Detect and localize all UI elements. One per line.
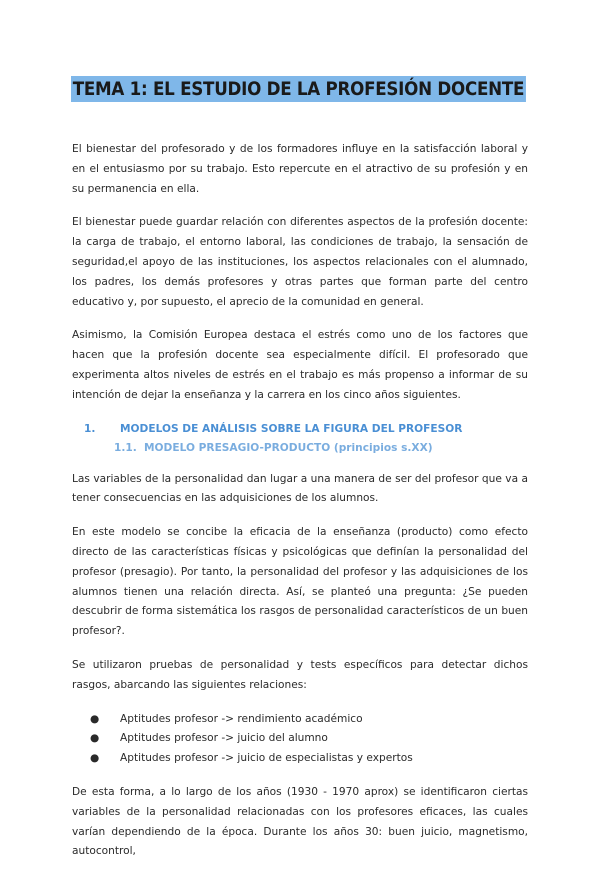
bullet-icon: ● bbox=[90, 712, 100, 725]
paragraph: Se utilizaron pruebas de personalidad y tests específicos para detectar dichos rasgos, abarcando las siguientes relaciones: bbox=[72, 658, 528, 691]
list-item bbox=[90, 749, 528, 769]
subsection-title: MODELO PRESAGIO-PRODUCTO (principios s.XX) bbox=[144, 441, 433, 454]
paragraph: Las variables de la personalidad dan lugar a una manera de ser del profesor que va a tener consecuencias en las adquisiciones de los alumnos. bbox=[72, 472, 528, 505]
list-item bbox=[90, 729, 528, 749]
section-heading-1 bbox=[72, 420, 528, 439]
bullet-icon: ● bbox=[90, 752, 100, 765]
list-item-text: Aptitudes profesor -> juicio de especialistas y expertos bbox=[120, 752, 413, 765]
list-item bbox=[90, 710, 528, 730]
paragraph: El bienestar del profesorado y de los formadores influye en la satisfacción laboral y en el entusiasmo por su trabajo. Esto repercute en el atractivo de su profesión y en su permanencia en ella. bbox=[72, 143, 528, 195]
title-wrap bbox=[71, 76, 588, 102]
section-number: 1. bbox=[84, 422, 96, 435]
section-heading-1-1 bbox=[72, 439, 528, 458]
paragraph: El bienestar puede guardar relación con diferentes aspectos de la profesión docente: la carga de trabajo, el entorno laboral, las condiciones de trabajo, la sensación de seguridad,el apoyo de las instituciones, los aspectos relacionales con el alumnado, los padres, los demás profesores y otras partes que forman parte del centro educativo y, por supuesto, el aprecio de la comunidad en general. bbox=[72, 216, 528, 308]
document-body bbox=[72, 140, 528, 876]
section-title: MODELOS DE ANÁLISIS SOBRE LA FIGURA DEL PROFESOR bbox=[120, 422, 463, 435]
bullet-list bbox=[72, 710, 528, 769]
paragraph: En este modelo se concibe la eficacia de la enseñanza (producto) como efecto directo de las características físicas y psicológicas que definían la personalidad del profesor (presagio). Por tanto, la personalidad del profesor y las adquisiciones de los alumnos tienen una relación directa. Así, se planteó una pregunta: ¿Se pueden descubrir de forma sistemática los rasgos de personalidad característicos de un buen profesor?. bbox=[72, 526, 528, 638]
list-item-text: Aptitudes profesor -> rendimiento académico bbox=[120, 712, 363, 725]
page-title: TEMA 1: EL ESTUDIO DE LA PROFESIÓN DOCENTE bbox=[72, 78, 525, 100]
list-item-text: Aptitudes profesor -> juicio del alumno bbox=[120, 732, 328, 745]
subsection-number: 1.1. bbox=[114, 441, 137, 454]
paragraph: De esta forma, a lo largo de los años (1930 - 1970 aprox) se identificaron ciertas variables de la personalidad relacionadas con los profesores eficaces, las cuales varían dependiendo de la época. Durante los años 30: buen juicio, magnetismo, autocontrol, bbox=[72, 785, 528, 858]
bullet-icon: ● bbox=[90, 732, 100, 745]
paragraph: Asimismo, la Comisión Europea destaca el estrés como uno de los factores que hacen que la profesión docente sea especialmente difícil. El profesorado que experimenta altos niveles de estrés en el trabajo es más propenso a informar de su intención de dejar la enseñanza y la carrera en los cinco años siguientes. bbox=[72, 329, 528, 401]
